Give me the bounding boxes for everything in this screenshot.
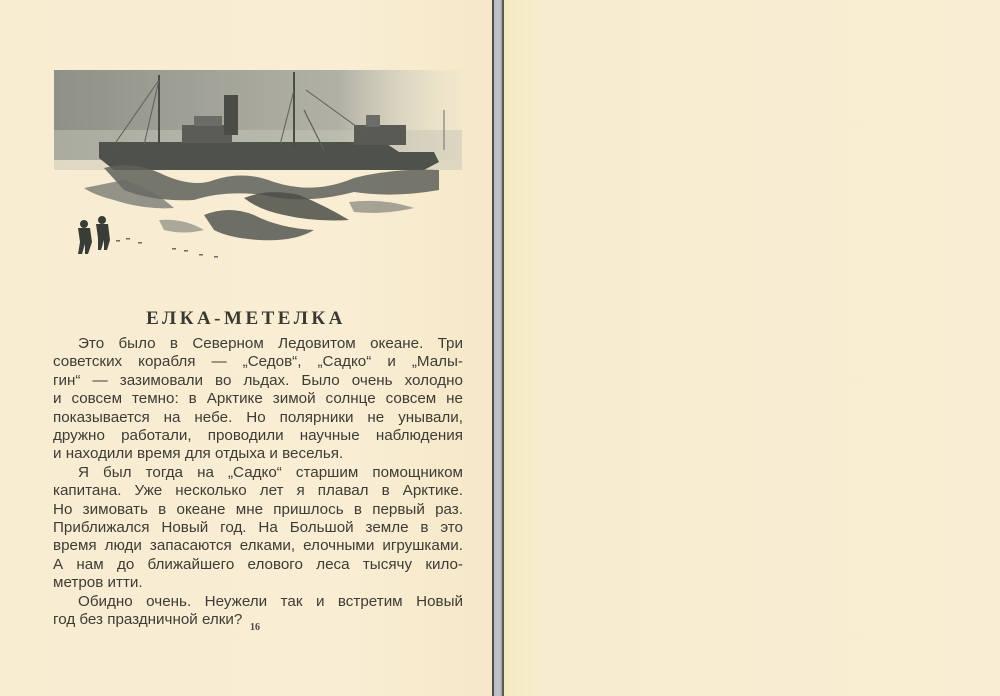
text-line: Приближался Новый год. На Большой земле в это (53, 519, 463, 537)
text-line: и находили время для отдыха и веселья. (53, 445, 344, 463)
text-line: советских корабля — „Седов“, „Садко“ и „Малы- (53, 353, 463, 371)
book-gutter (492, 0, 504, 696)
text-line: Это было в Северном Ледовитом океане. Три (78, 335, 463, 352)
left-page (0, 0, 492, 696)
text-line: Я был тогда на „Садко“ старшим помощником (78, 463, 463, 481)
ship-in-ice-illustration (54, 70, 462, 270)
left-page-body-text (53, 335, 463, 630)
text-line: А нам до ближайшего елового леса тысячу кило- (53, 555, 463, 573)
text-line: и совсем темно: в Арктике зимой солнце совсем не (53, 390, 463, 408)
text-line: год без праздничной елки? (53, 611, 243, 629)
text-line: Но зимовать в океане мне пришлось в первый раз. (53, 500, 463, 518)
text-line: капитана. Уже несколько лет я плавал в Арктике. (53, 482, 463, 500)
text-line: гин“ — зазимовали во льдах. Было очень холодно (53, 371, 463, 389)
chapter-title: ЕЛКА-МЕТЕЛКА (146, 308, 346, 329)
text-line: метров итти. (53, 574, 143, 592)
text-line: время люди запасаются елками, елочными игрушками. (53, 537, 463, 555)
text-line: дружно работали, проводили научные наблюдения (53, 427, 463, 445)
page-number-left: 16 (250, 622, 260, 633)
text-line: Обидно очень. Неужели так и встретим Новый (78, 592, 463, 610)
right-page (504, 0, 1000, 696)
text-line: показывается на небе. Но полярники не унывали, (53, 408, 463, 426)
